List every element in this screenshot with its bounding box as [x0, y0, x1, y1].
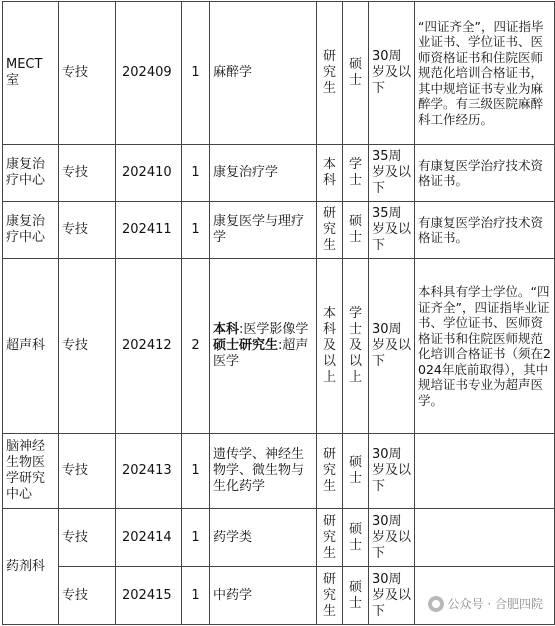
requirements-cell: 本科具有学士学位。“四证齐全”，四证指毕业证书、学位证书、医师资格证书和住院医师规范化培训合格证书（须在2024年底前取得），其中规培证书专业为超声医学。 — [415, 259, 555, 434]
dept-cell: MECT室 — [3, 2, 59, 145]
requirements-cell: “四证齐全”，四证指毕业证书、学位证书、医师资格证书和住院医师规范化培训合格证书，其中规培证书专业为麻醉学。有三级医院麻醉科工作经历。 — [415, 2, 555, 145]
major-value-undergrad: 医学影像学 — [243, 322, 309, 337]
code-cell: 202411 — [116, 202, 182, 259]
major-cell: 中药学 — [210, 567, 317, 625]
count-cell: 2 — [182, 259, 210, 434]
major-cell: 本科:医学影像学 硕士研究生:超声医学 — [210, 259, 317, 434]
table-row — [3, 202, 555, 259]
code-cell: 202414 — [116, 509, 182, 567]
degree-cell: 学士及以上 — [343, 259, 369, 434]
table-row — [3, 509, 555, 567]
count-cell: 1 — [182, 145, 210, 202]
major-cell: 麻醉学 — [210, 2, 317, 145]
major-label-undergrad: 本科 — [213, 322, 240, 337]
education-cell: 研究生 — [317, 509, 343, 567]
education-cell: 本科 — [317, 145, 343, 202]
count-cell: 1 — [182, 567, 210, 625]
age-cell: 30周岁及以下 — [369, 259, 415, 434]
type-cell: 专技 — [59, 2, 116, 145]
code-cell: 202410 — [116, 145, 182, 202]
education-cell: 研究生 — [317, 567, 343, 625]
type-cell: 专技 — [59, 567, 116, 625]
count-cell: 1 — [182, 434, 210, 509]
code-cell: 202413 — [116, 434, 182, 509]
degree-cell: 硕士 — [343, 202, 369, 259]
dept-cell: 康复治疗中心 — [3, 145, 59, 202]
major-label-master: 硕士研究生 — [213, 338, 279, 353]
degree-cell: 学士 — [343, 145, 369, 202]
count-cell: 1 — [182, 202, 210, 259]
recruitment-table — [2, 1, 555, 625]
education-cell: 研究生 — [317, 202, 343, 259]
watermark — [428, 595, 543, 612]
table-row — [3, 145, 555, 202]
major-cell: 康复治疗学 — [210, 145, 317, 202]
table-row — [3, 434, 555, 509]
watermark-text: 公众号 · 合肥四院 — [447, 597, 543, 611]
age-cell: 35周岁及以下 — [369, 202, 415, 259]
wechat-icon — [428, 596, 444, 612]
table-row — [3, 259, 555, 434]
education-cell: 研究生 — [317, 434, 343, 509]
dept-cell: 药剂科 — [3, 509, 59, 625]
count-cell: 1 — [182, 2, 210, 145]
degree-cell: 硕士 — [343, 509, 369, 567]
dept-cell: 康复治疗中心 — [3, 202, 59, 259]
code-cell: 202409 — [116, 2, 182, 145]
age-cell: 30周岁及以下 — [369, 567, 415, 625]
type-cell: 专技 — [59, 434, 116, 509]
dept-cell: 超声科 — [3, 259, 59, 434]
age-cell: 30周岁及以下 — [369, 434, 415, 509]
degree-cell: 硕士 — [343, 2, 369, 145]
age-cell: 35周岁及以下 — [369, 145, 415, 202]
count-cell: 1 — [182, 509, 210, 567]
dept-cell: 脑神经生物医学研究中心 — [3, 434, 59, 509]
type-cell: 专技 — [59, 259, 116, 434]
type-cell: 专技 — [59, 145, 116, 202]
age-cell: 30周岁及以下 — [369, 509, 415, 567]
degree-cell: 硕士 — [343, 567, 369, 625]
requirements-cell: 有康复医学治疗技术资格证书。 — [415, 145, 555, 202]
requirements-cell — [415, 509, 555, 567]
requirements-cell: 有康复医学治疗技术资格证书。 — [415, 202, 555, 259]
table-row — [3, 2, 555, 145]
education-cell: 研究生 — [317, 2, 343, 145]
type-cell: 专技 — [59, 509, 116, 567]
code-cell: 202415 — [116, 567, 182, 625]
education-cell: 本科及以上 — [317, 259, 343, 434]
major-value-master: 超声医学 — [213, 338, 309, 369]
type-cell: 专技 — [59, 202, 116, 259]
degree-cell: 硕士 — [343, 434, 369, 509]
major-cell: 康复医学与理疗学 — [210, 202, 317, 259]
code-cell: 202412 — [116, 259, 182, 434]
requirements-cell — [415, 434, 555, 509]
age-cell: 30周岁及以下 — [369, 2, 415, 145]
major-cell: 药学类 — [210, 509, 317, 567]
major-cell: 遗传学、神经生物学、微生物与生化药学 — [210, 434, 317, 509]
